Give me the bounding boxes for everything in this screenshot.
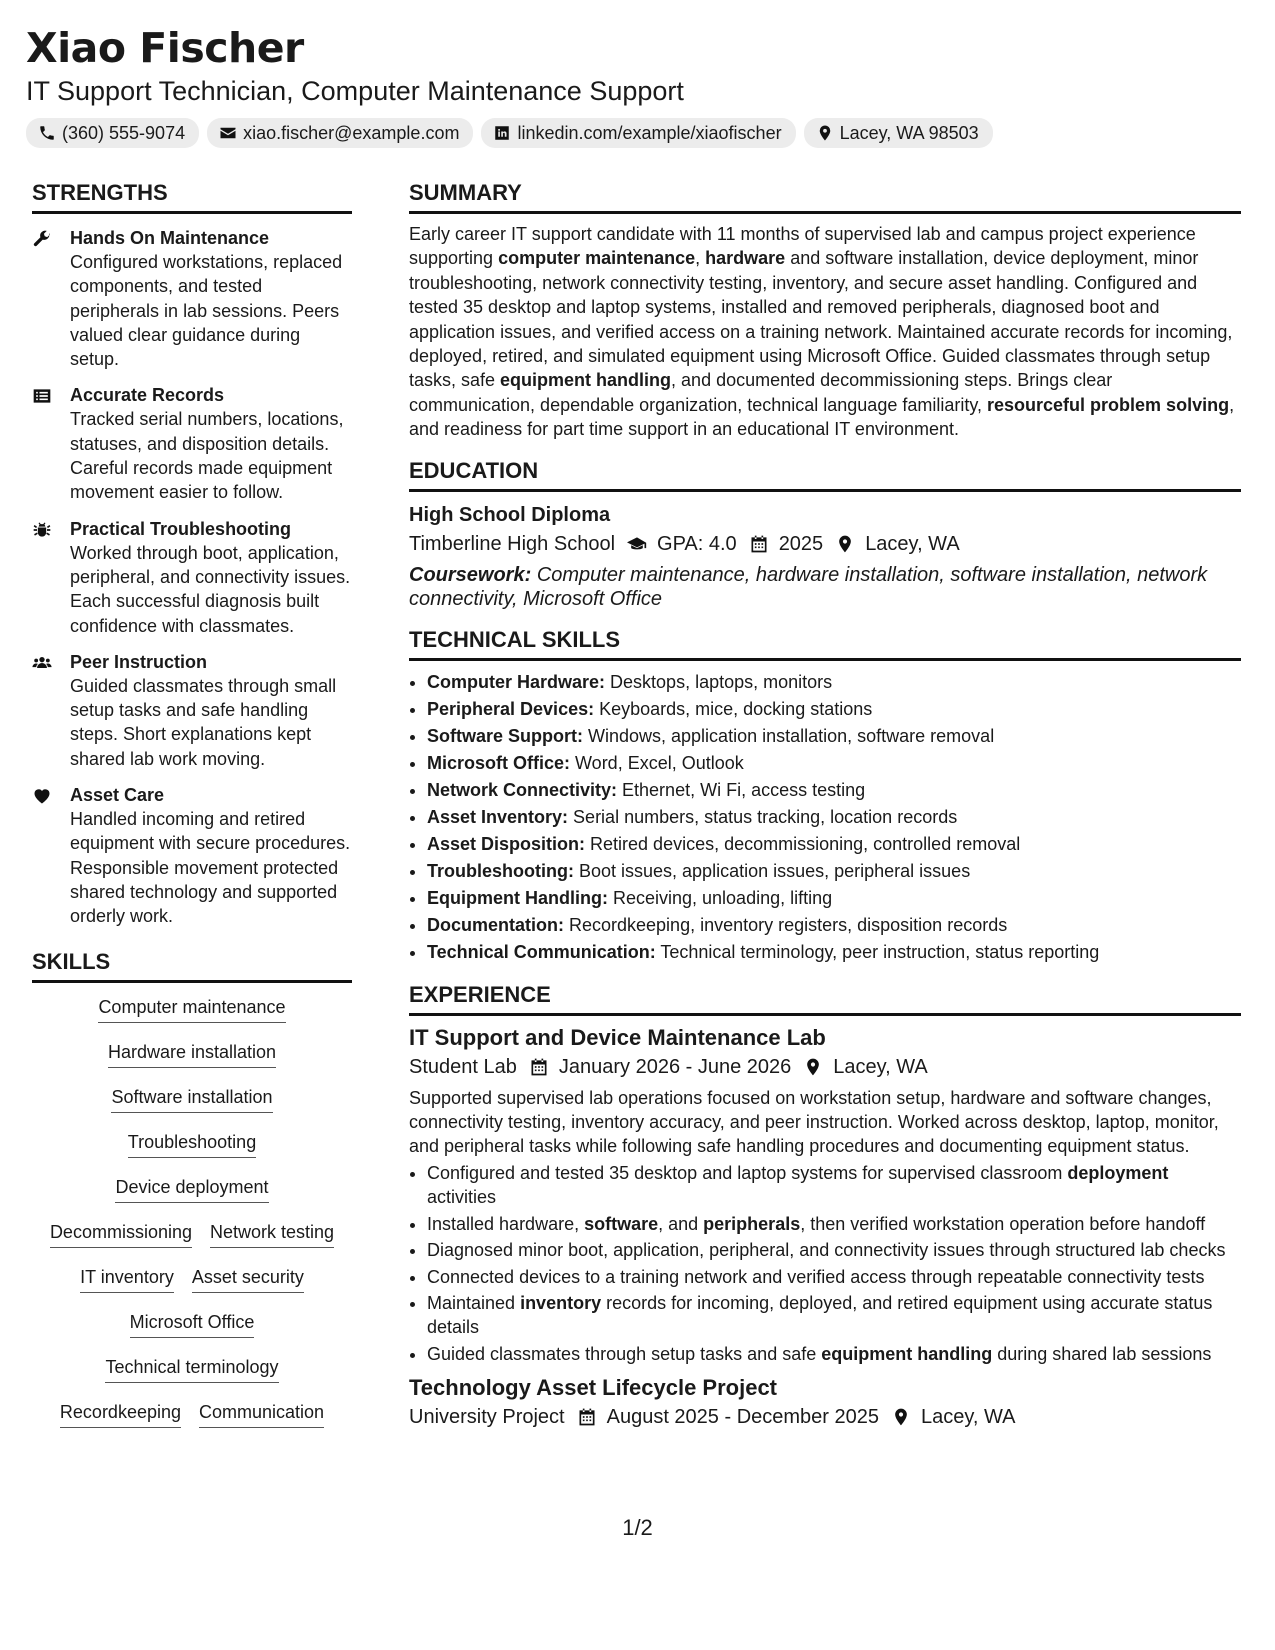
text-run: during shared lab sessions [992,1343,1212,1364]
job-location: Lacey, WA [833,1055,928,1078]
technical-skill-item [427,750,1241,777]
experience-section [409,982,1241,1432]
technical-skill-value: Technical terminology, peer instruction, status reporting [655,941,1100,962]
strength-item [32,226,352,371]
education-title: EDUCATION [409,458,1241,492]
degree: High School Diploma [409,503,611,526]
strength-text: Configured workstations, replaced components, and tested peripherals in lab sessions. Peers valued clear guidance during setup. [70,252,343,370]
text-run: , then verified workstation operation before handoff [800,1213,1206,1234]
job-location: Lacey, WA [921,1406,1016,1429]
job-org: Student Lab [409,1055,517,1078]
technical-skill-label: Network Connectivity: [427,779,618,800]
technical-skills-title: TECHNICAL SKILLS [409,627,1241,661]
school-name: Timberline High School [409,532,616,555]
technical-skill-item [427,804,1241,831]
technical-skills-list [409,669,1241,966]
skills-list [32,995,352,1445]
technical-skill-label: Microsoft Office: [427,752,571,773]
summary-title: SUMMARY [409,180,1241,214]
bold-keyword: inventory [520,1292,602,1313]
summary-text [409,222,1241,442]
coursework [409,563,1241,611]
school-location: Lacey, WA [865,532,960,555]
text-run: Maintained [427,1292,521,1313]
contact-bar [26,118,1249,148]
text-run: activities [427,1187,497,1208]
candidate-name: Xiao Fischer [26,24,304,72]
technical-skills-section [409,627,1241,966]
technical-skill-label: Asset Disposition: [427,833,586,854]
technical-skill-value: Recordkeeping, inventory registers, disposition records [564,914,1008,935]
skill-row [60,1400,324,1445]
text-run: records for incoming, deployed, and retired equipment using accurate status details [427,1292,1213,1338]
job-bullet [427,1161,1241,1210]
strength-text: Worked through boot, application, peripheral, and connectivity issues. Each successful diagnosis built confidence with classmates. [70,542,351,636]
contact-phone[interactable] [26,118,199,148]
job-meta [409,1402,1241,1432]
strengths-title: STRENGTHS [32,180,352,214]
technical-skill-label: Equipment Handling: [427,887,608,908]
skill-tag: Decommissioning [50,1220,192,1248]
technical-skill-item [427,912,1241,939]
text-run: Connected devices to a training network and verified access through repeatable connectivity tests [427,1266,1205,1287]
technical-skill-item [427,777,1241,804]
strength-item [32,517,352,638]
skills-title: SKILLS [32,949,352,983]
technical-skill-value: Ethernet, Wi Fi, access testing [617,779,866,800]
skill-tag: Technical terminology [105,1355,278,1383]
skill-row [115,1175,268,1220]
technical-skill-label: Peripheral Devices: [427,698,595,719]
technical-skill-label: Technical Communication: [427,941,656,962]
technical-skill-label: Software Support: [427,725,583,746]
strength-heading: Peer Instruction [70,651,208,672]
skill-tag: Microsoft Office [130,1310,255,1338]
job-bullets [409,1161,1241,1366]
bold-keyword: hardware [705,248,786,269]
job-entry [409,1374,1241,1432]
job-bullet [427,1212,1241,1236]
technical-skill-label: Troubleshooting: [427,860,574,881]
skill-row [108,1040,276,1085]
left-column [32,180,352,1445]
contact-email[interactable] [207,118,473,148]
skill-tag: Device deployment [115,1175,268,1203]
job-bullet [427,1342,1241,1366]
strength-text: Guided classmates through small setup tasks and safe handling steps. Short explanations kept shared lab work moving. [70,675,337,769]
strength-item [32,783,352,928]
skill-tag: Recordkeeping [60,1400,181,1428]
job-bullet [427,1291,1241,1340]
bold-keyword: equipment handling [500,370,672,391]
job-org: University Project [409,1406,565,1429]
technical-skill-label: Computer Hardware: [427,671,606,692]
text-run: and software installation, device deployment, minor troubleshooting, network connectivity testing, inventory, and secure asset handling. Configured and tested 35 desktop and laptop systems, installed and removed peripherals, diagnosed boot and application issues, and verified access on a training network. Maintained accurate records for incoming, deployed, retired, and simulated equipment using Microsoft Office. Guided classmates through setup tasks, safe [409,248,1233,391]
job-description: Supported supervised lab operations focused on workstation setup, hardware and software changes, connectivity testing, inventory accuracy, and peer instruction. Worked across desktop, laptop, monitor, and peripheral tasks while following safe handling procedures and documenting equipment status. [409,1087,1219,1157]
text-run: Guided classmates through setup tasks and safe [427,1343,822,1364]
email-text: xiao.fischer@example.com [243,123,460,143]
bold-keyword: equipment handling [821,1343,993,1364]
strength-text: Tracked serial numbers, locations, statuses, and disposition details. Careful records made equipment movement easier to follow. [70,409,344,503]
job-dates: August 2025 - December 2025 [606,1406,880,1429]
right-column [409,180,1241,1432]
technical-skill-value: Word, Excel, Outlook [570,752,744,773]
experience-title: EXPERIENCE [409,982,1241,1016]
skill-tag: Computer maintenance [98,995,285,1023]
skill-tag: Software installation [111,1085,272,1113]
gpa: GPA: 4.0 [657,532,737,555]
strength-heading: Asset Care [70,785,165,806]
technical-skill-value: Retired devices, decommissioning, controlled removal [585,833,1021,854]
job-bullet [427,1238,1241,1262]
technical-skill-value: Windows, application installation, software removal [583,725,995,746]
technical-skill-item [427,885,1241,912]
technical-skill-item [427,669,1241,696]
map-pin-icon [803,1057,823,1077]
location-text: Lacey, WA 98503 [839,123,979,143]
job-entry [409,1024,1241,1366]
bold-keyword: software [584,1213,659,1234]
coursework-text: Computer maintenance, hardware installation, software installation, network connectivity, Microsoft Office [409,563,1208,610]
strength-text: Handled incoming and retired equipment with secure procedures. Responsible movement protected shared technology and supported orderly work. [70,809,351,927]
map-pin-icon [891,1407,911,1427]
skill-tag: IT inventory [80,1265,174,1293]
skill-row [80,1265,304,1310]
education-meta [409,529,1241,559]
phone-icon [38,124,56,142]
technical-skill-item [427,858,1241,885]
technical-skill-label: Documentation: [427,914,564,935]
text-run: Diagnosed minor boot, application, peripheral, and connectivity issues through structured lab checks [427,1240,1226,1261]
technical-skill-item [427,696,1241,723]
skill-tag: Troubleshooting [128,1130,256,1158]
skill-row [128,1130,256,1175]
skill-row [130,1310,255,1355]
resume-header [26,22,1249,148]
contact-location [804,118,993,148]
education-section [409,458,1241,611]
skill-tag: Asset security [192,1265,304,1293]
technical-skill-value: Keyboards, mice, docking stations [594,698,873,719]
strength-heading: Hands On Maintenance [70,228,270,248]
graduation-cap-icon [627,534,647,554]
skill-row [105,1355,278,1400]
job-title: Technology Asset Lifecycle Project [409,1375,778,1401]
candidate-title: IT Support Technician, Computer Maintenance Support [26,76,684,106]
text-run: , and documented decommissioning steps. Brings clear communication, dependable organization, technical language familiarity, [409,370,1113,415]
heart-icon [32,786,52,806]
text-run: Early career IT support candidate with 11 months of supervised lab and campus project experience supporting [409,224,1196,269]
calendar-icon [529,1057,549,1077]
linkedin-text: linkedin.com/example/xiaofischer [517,123,782,143]
linkedin-icon [493,124,511,142]
technical-skill-label: Asset Inventory: [427,806,569,827]
text-run: Installed hardware, [427,1213,585,1234]
map-pin-icon [816,124,834,142]
bold-keyword: resourceful problem solving [987,394,1230,415]
job-dates: January 2026 - June 2026 [558,1055,792,1078]
page-number: 1/2 [622,1515,653,1540]
technical-skill-value: Serial numbers, status tracking, location records [568,806,958,827]
job-bullet [427,1265,1241,1289]
technical-skill-item [427,831,1241,858]
skill-tag: Communication [199,1400,324,1428]
text-run: , and readiness for part time support in an educational IT environment. [409,394,1235,440]
skill-tag: Hardware installation [108,1040,276,1068]
skill-row [50,1220,334,1265]
users-icon [32,653,52,673]
technical-skill-value: Desktops, laptops, monitors [605,671,833,692]
skill-row [98,995,285,1040]
technical-skill-item [427,939,1241,966]
skill-tag: Network testing [210,1220,334,1248]
strength-item [32,650,352,771]
strength-heading: Practical Troubleshooting [70,518,292,539]
text-run: , and [658,1213,704,1234]
technical-skill-value: Boot issues, application issues, peripheral issues [573,860,971,881]
text-run: Configured and tested 35 desktop and laptop systems for supervised classroom [427,1162,1068,1183]
graduation-year: 2025 [778,532,824,555]
map-pin-icon [835,534,855,554]
wrench-icon [32,229,52,249]
job-meta [409,1052,1241,1082]
bold-keyword: peripherals [703,1213,801,1234]
envelope-icon [219,124,237,142]
calendar-icon [749,534,769,554]
calendar-icon [577,1407,597,1427]
bold-keyword: computer maintenance [498,248,696,269]
skill-row [111,1085,272,1130]
job-title: IT Support and Device Maintenance Lab [409,1024,826,1050]
technical-skill-item [427,723,1241,750]
bold-keyword: deployment [1067,1162,1169,1183]
coursework-label: Coursework: [409,563,532,586]
strength-heading: Accurate Records [70,385,225,406]
bug-icon [32,520,52,540]
technical-skill-value: Receiving, unloading, lifting [607,887,833,908]
text-run: , [695,248,706,269]
strength-item [32,383,352,504]
phone-text: (360) 555-9074 [62,123,186,143]
list-icon [32,386,52,406]
contact-linkedin[interactable] [481,118,795,148]
